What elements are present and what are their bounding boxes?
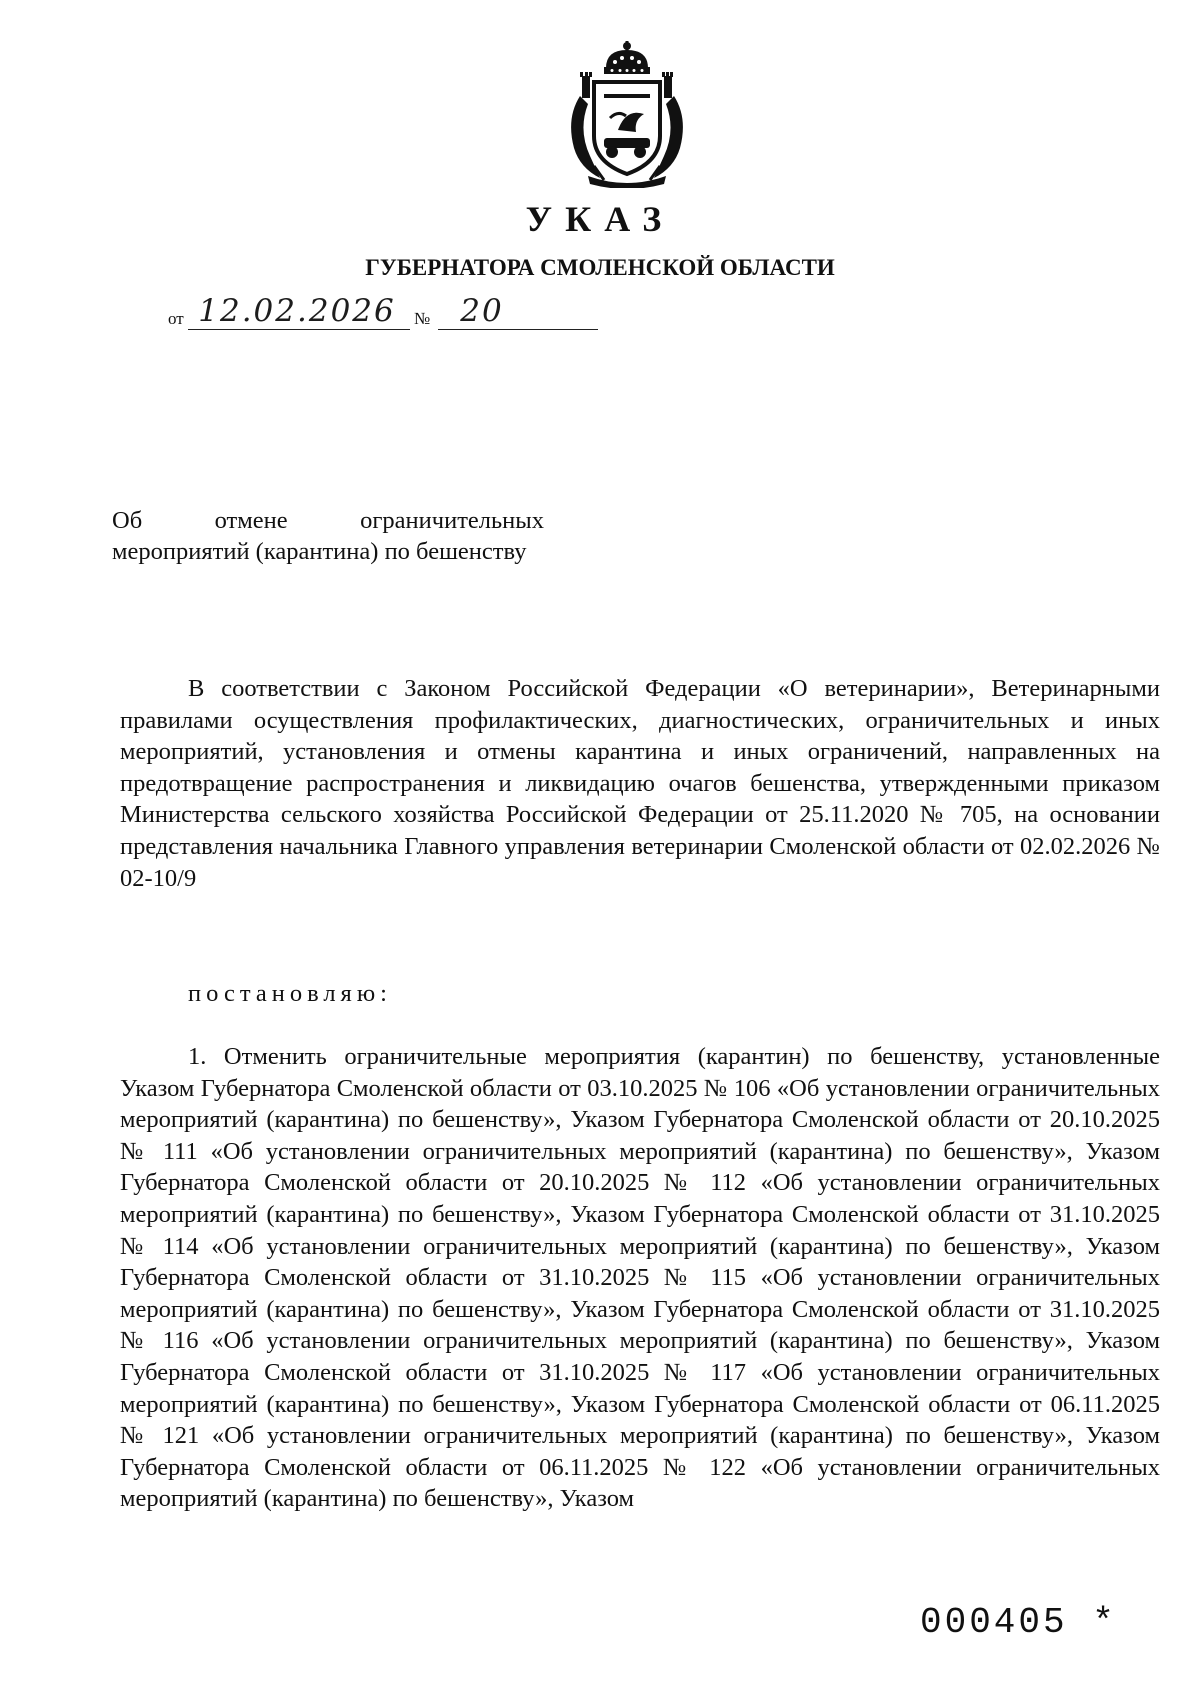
serial-number: 000405 * (920, 1602, 1117, 1643)
date-underline (188, 329, 410, 330)
date-handwritten: 12.02.2026 (198, 293, 396, 329)
date-number-line (168, 293, 608, 336)
preamble-paragraph: В соответствии с Законом Российской Федерации «О ветеринарии», Ветеринарными правилами осуществления профилактических, диагностических, ограничительных и иных мероприятий, установления и отмены карантина и иных ограничений, направленных на предотвращение распространения и ликвидацию очагов бешенства, утвержденными приказом Министерства сельского хозяйства Российской Федерации от 25.11.2020 № 705, на основании представления начальника Главного управления ветеринарии Смоленской области от 02.02.2026 № 02-10/9 (120, 675, 1160, 892)
decree-verb: постановляю: (188, 980, 392, 1007)
item-1-paragraph: 1. Отменить ограничительные мероприятия (карантин) по бешенству, установленные Указом Губернатора Смоленской области от 03.10.2025 № 106 «Об установлении ограничительных мероприятий (карантина) по бешенству», Указом Губернатора Смоленской области от 20.10.2025 № 111 «Об установлении ограничительных мероприятий (карантина) по бешенству», Указом Губернатора Смоленской области от 20.10.2025 № 112 «Об установлении ограничительных мероприятий (карантина) по бешенству», Указом Губернатора Смоленской области от 31.10.2025 № 114 «Об установлении ограничительных мероприятий (карантина) по бешенству», Указом Губернатора Смоленской области от 31.10.2025 № 115 «Об установлении ограничительных мероприятий (карантина) по бешенству», Указом Губернатора Смоленской области от 31.10.2025 № 116 «Об установлении ограничительных мероприятий (карантина) по бешенству», Указом Губернатора Смоленской области от 31.10.2025 № 117 «Об установлении ограничительных мероприятий (карантина) по бешенству», Указом Губернатора Смоленской области от 06.11.2025 № 121 «Об установлении ограничительных мероприятий (карантина) по бешенству», Указом Губернатора Смоленской области от 06.11.2025 № 122 «Об установлении ограничительных мероприятий (карантина) по бешенству», Указом (120, 1043, 1160, 1513)
date-prefix: от (168, 309, 184, 328)
document-subject: Об отмене ограничительных мероприятий (карантина) по бешенству (112, 507, 544, 565)
number-handwritten: 20 (460, 293, 504, 329)
number-prefix: № (414, 309, 431, 328)
document-subtitle: ГУБЕРНАТОРА СМОЛЕНСКОЙ ОБЛАСТИ (365, 255, 835, 280)
number-underline (438, 329, 598, 330)
coat-of-arms-icon (560, 38, 694, 188)
document-title: УКАЗ (525, 199, 675, 239)
